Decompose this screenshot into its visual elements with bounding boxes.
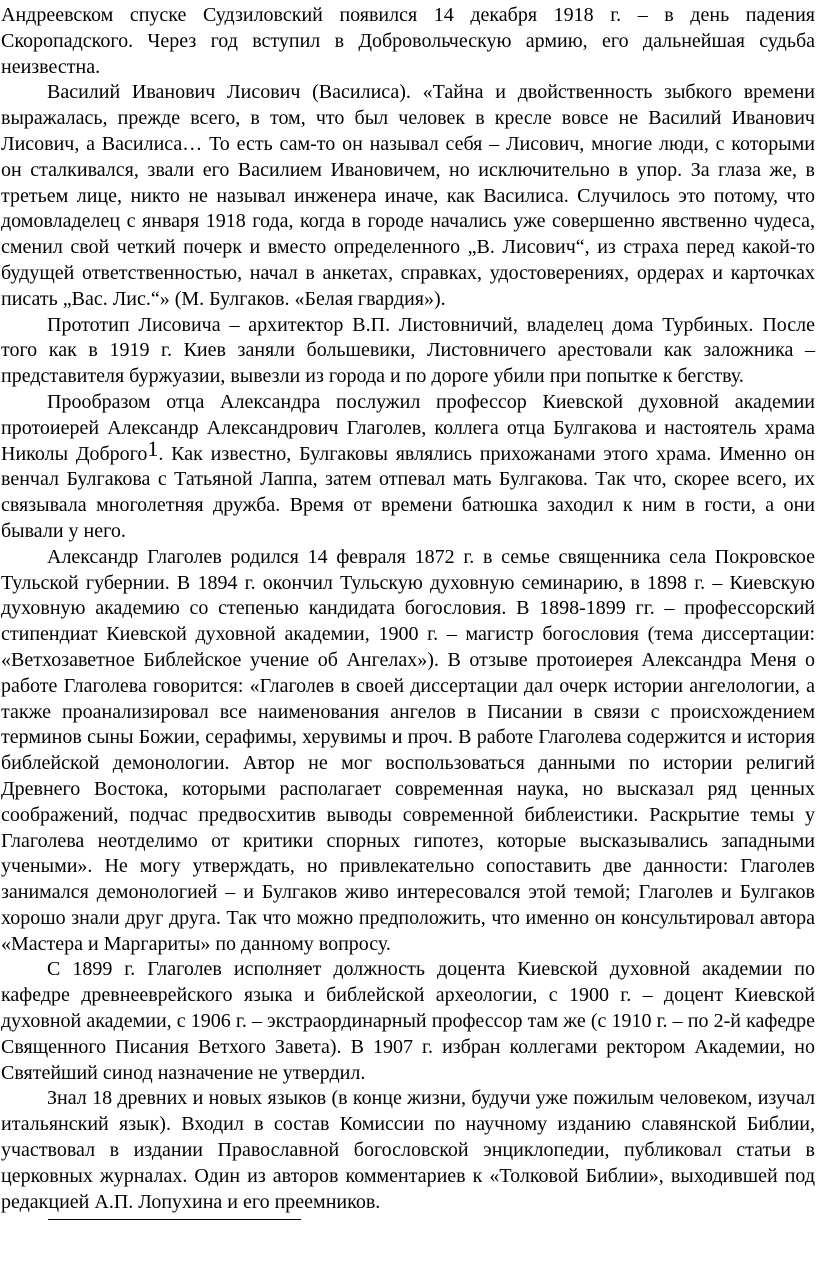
paragraph-father-alexander: [1, 390, 815, 545]
paragraph-glagolev-languages: Знал 18 древних и новых языков (в конце жизни, будучи уже пожилым человеком, изучал итальянский язык). Входил в состав Комиссии по научному изданию славянской Библии, участвовал в издании Православной богословской энциклопедии, публиковал статьи в церковных журналах. Один из авторов комментариев к «Толковой Библии», выходившей под редакцией А.П. Лопухина и его преемников.: [1, 1087, 815, 1213]
paragraph-glagolev-career: С 1899 г. Глаголев исполняет должность доцента Киевской духовной академии по кафедре древнееврейского языка и библейской археологии, с 1900 г. – доцент Киевской духовной академии, с 1906 г. – экстраординарный профессор там же (с 1910 г. – по 2-й кафедре Священного Писания Ветхого Завета). В 1907 г. избран коллегами ректором Академии, но Святейший синод назначение не утвердил.: [1, 958, 815, 1084]
paragraph-text-after-footnote: . Как известно, Булгаковы являлись прихожанами этого храма. Именно он венчал Булгакова с Татьяной Лаппа, затем отпевал мать Булгакова. Так что, скорее всего, их связывала многолетняя дружба. Время от времени батюшка заходил к ним в гости, а они бывали у него.: [1, 442, 815, 542]
paragraph-text-before-footnote: Прообразом отца Александра послужил профессор Киевской духовной академии протоиерей Александр Александрович Глаголев, коллега отца Булгакова и настоятель храма Николы Доброго: [1, 390, 815, 465]
paragraph-glagolev-biography: Александр Глаголев родился 14 февраля 1872 г. в семье священника села Покровское Тульской губернии. В 1894 г. окончил Тульскую духовную семинарию, в 1898 г. – Киевскую духовную академию со степенью кандидата богословия. В 1898-1899 гг. – профессорский стипендиат Киевской духовной академии, 1900 г. – магистр богословия (тема диссертации: «Ветхозаветное Библейское учение об Ангелах»). В отзыве протоиерея Александра Меня о работе Глаголева говорится: «Глаголев в своей диссертации дал очерк истории ангелологии, а также проанализировал все наименования ангелов в Писании в связи с происхождением терминов сыны Божии, серафимы, херувимы и проч. В работе Глаголева содержится и история библейской демонологии. Автор не мог воспользоваться данными по истории религий Древнего Востока, которыми располагает современная наука, но высказал ряд ценных соображений, подчас предвосхитив выводы современной библеистики. Раскрытие темы у Глаголева неотделимо от критики спорных гипотез, которые высказывались западными учеными». Не могу утверждать, но привлекательно сопоставить две данности: Глаголев занимался демонологией – и Булгаков живо интересовался этой темой; Глаголев и Булгаков хорошо знали друг друга. Так что можно предположить, что именно он консультировал автора «Мастера и Маргариты» по данному вопросу.: [1, 545, 815, 955]
footnote-reference[interactable]: 1: [147, 435, 159, 461]
paragraph-listovnichy: Прототип Лисовича – архитектор В.П. Листовничий, владелец дома Турбиных. После того как в 1919 г. Киев заняли большевики, Листовничего арестовали как заложника – представителя буржуазии, вывезли из города и по дороге убили при попытке к бегству.: [1, 313, 815, 388]
paragraph-sudzilovsky-end: Андреевском спуске Судзиловский появился 14 декабря 1918 г. – в день падения Скоропадского. Через год вступил в Добровольческую армию, его дальнейшая судьба неизвестна.: [1, 4, 815, 78]
paragraph-lisovich-quote: Василий Иванович Лисович (Василиса). «Тайна и двойственность зыбкого времени выражалась, прежде всего, в том, что был человек в кресле вовсе не Василий Иванович Лисович, а Василиса… То есть сам-то он называл себя – Лисович, многие люди, с которыми он сталкивался, звали его Василием Ивановичем, но исключительно в упор. За глаза же, в третьем лице, никто не называл инженера иначе, как Василиса. Случилось это потому, что домовладелец с января 1918 года, когда в городе начались уже совершенно явственно чудеса, сменил свой четкий почерк и вместо определенного „В. Лисович“, из страха перед какой-то будущей ответственностью, начал в анкетах, справках, удостоверениях, ордерах и карточках писать „Вас. Лис.“» (М. Булгаков. «Белая гвардия»).: [1, 81, 815, 310]
footnote-divider: [48, 1219, 301, 1220]
